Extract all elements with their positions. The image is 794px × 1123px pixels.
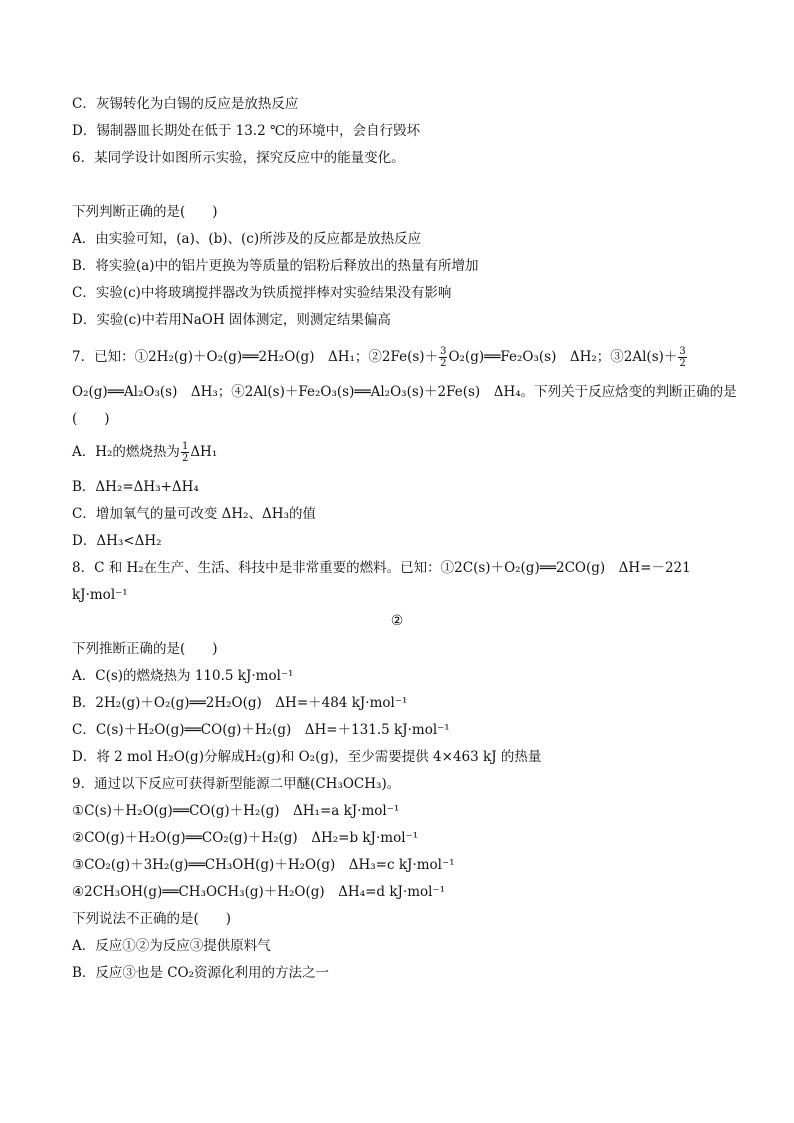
reaction-4: ④2CH₃OH(g)══CH₃OCH₃(g)＋H₂O(g) ΔH₄=d kJ·mol⁻¹ <box>72 884 446 900</box>
question-9-prompt: 下列说法不正确的是( ) <box>72 911 232 927</box>
fraction-1-2: $\frac{1}{2}$ <box>181 441 189 464</box>
fraction-3-2-a: $\frac{3}{2}$ <box>440 346 447 369</box>
question-8-unit: kJ·mol⁻¹ <box>72 587 128 603</box>
option-b-q9: B．反应③也是 CO₂资源化利用的方法之一 <box>72 965 330 981</box>
question-9-stem: 9．通过以下反应可获得新型能源二甲醚(CH₃OCH₃)。 <box>72 776 401 792</box>
option-c-q7: C．增加氧气的量可改变 ΔH₂、ΔH₃的值 <box>72 506 316 522</box>
reaction-1: ①C(s)＋H₂O(g)══CO(g)＋H₂(g) ΔH₁=a kJ·mol⁻¹ <box>72 803 400 819</box>
reaction-2: ②CO(g)＋H₂O(g)══CO₂(g)＋H₂(g) ΔH₂=b kJ·mol⁻¹ <box>72 830 419 846</box>
reaction-3: ③CO₂(g)＋3H₂(g)══CH₃OH(g)＋H₂O(g) ΔH₃=c kJ·mol⁻¹ <box>72 857 455 873</box>
option-b-q7: B．ΔH₂=ΔH₃+ΔH₄ <box>72 479 199 495</box>
q7-intro: 7．已知：①2H₂(g)＋O₂(g)══2H₂O(g) ΔH₁；②2Fe(s)＋ <box>72 349 439 365</box>
option-c-q8: C．C(s)＋H₂O(g)══CO(g)＋H₂(g) ΔH=＋131.5 kJ·mol⁻¹ <box>72 722 450 738</box>
question-7-paren: ( ) <box>72 411 110 427</box>
equation-2-marker: ② <box>390 613 404 629</box>
question-8-prompt: 下列推断正确的是( ) <box>72 641 218 657</box>
option-a-q9: A．反应①②为反应③提供原料气 <box>72 938 271 954</box>
option-b-q8: B．2H₂(g)＋O₂(g)══2H₂O(g) ΔH=＋484 kJ·mol⁻¹ <box>72 695 408 711</box>
option-c-q6: C．实验(c)中将玻璃搅拌器改为铁质搅拌棒对实验结果没有影响 <box>72 285 452 301</box>
option-d-q8: D．将 2 mol H₂O(g)分解成H₂(g)和 O₂(g)，至少需要提供 4×463 kJ 的热量 <box>72 749 542 765</box>
option-d-q5: D．锡制器皿长期处在低于 13.2 ℃的环境中，会自行毁坏 <box>72 123 421 139</box>
q7-mid: O₂(g)══Fe₂O₃(s) ΔH₂；③2Al(s)＋ <box>448 349 678 365</box>
option-d-q7: D．ΔH₃<ΔH₂ <box>72 533 162 549</box>
option-a-q7: A．H₂的燃烧热为 $\frac{1}{2}$ ΔH₁ <box>72 441 218 464</box>
option-a-q6: A．由实验可知，(a)、(b)、(c)所涉及的反应都是放热反应 <box>72 231 422 247</box>
option-a-q8: A．C(s)的燃烧热为 110.5 kJ·mol⁻¹ <box>72 668 294 684</box>
option-d-q6: D．实验(c)中若用NaOH 固体测定，则测定结果偏高 <box>72 312 391 328</box>
option-c-q5: C．灰锡转化为白锡的反应是放热反应 <box>72 96 299 112</box>
question-6-stem: 6．某同学设计如图所示实验，探究反应中的能量变化。 <box>72 150 405 166</box>
question-7-line1 <box>72 346 688 369</box>
question-7-line2: O₂(g)══Al₂O₃(s) ΔH₃；④2Al(s)＋Fe₂O₃(s)══Al₂O₃(s)＋2Fe(s) ΔH₄。下列关于反应焓变的判断正确的是 <box>72 384 737 400</box>
option-b-q6: B．将实验(a)中的铝片更换为等质量的铝粉后释放出的热量有所增加 <box>72 258 479 274</box>
question-6-prompt: 下列判断正确的是( ) <box>72 204 218 220</box>
question-8-line1: 8．C 和 H₂在生产、生活、科技中是非常重要的燃料。已知：①2C(s)＋O₂(g)══2CO(g) ΔH=－221 <box>72 560 691 576</box>
fraction-3-2-b: $\frac{3}{2}$ <box>679 346 686 369</box>
